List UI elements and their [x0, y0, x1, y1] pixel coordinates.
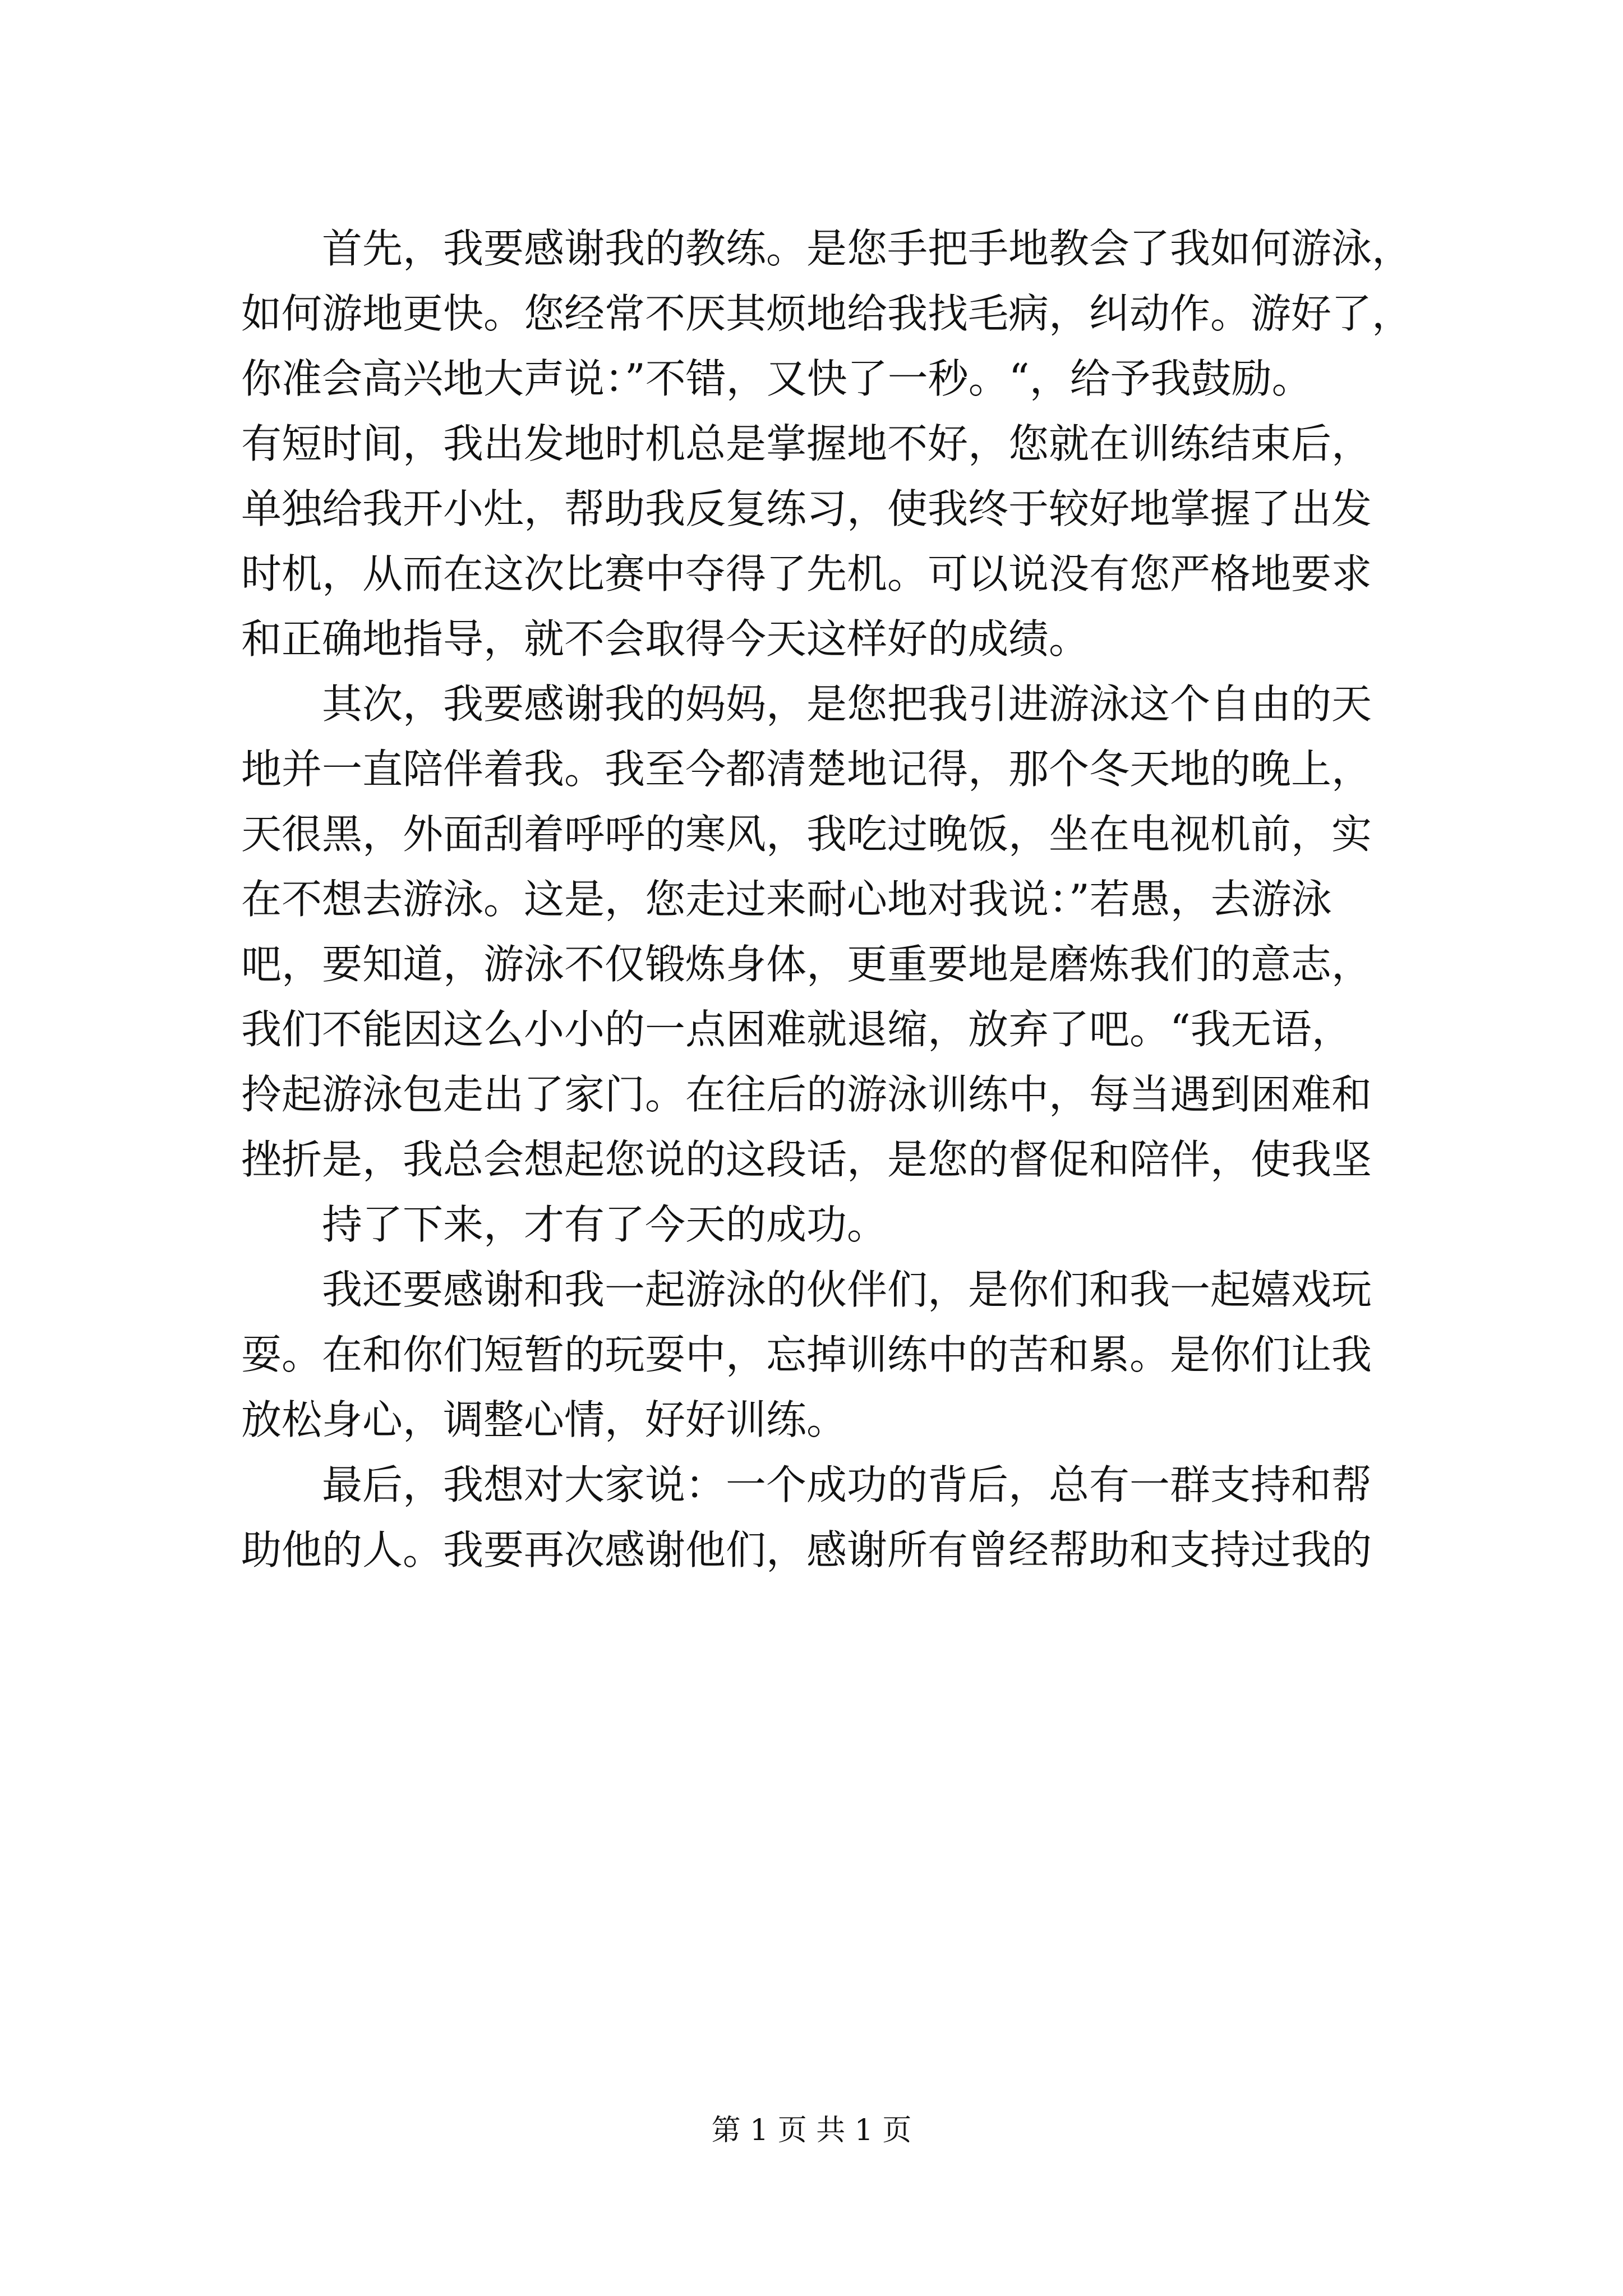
text-line: 助他的人。我要再次感谢他们，感谢所有曾经帮助和支持过我的 — [241, 1526, 1372, 1573]
text-line: 耍。在和你们短暂的玩耍中，忘掉训练中的苦和累。是你们让我 — [241, 1331, 1372, 1378]
text-line: 在不想去游泳。这是，您走过来耐心地对我说：”若愚，去游泳 — [241, 876, 1332, 923]
text-line: 最后，我想对大家说：一个成功的背后，总有一群支持和帮 — [322, 1461, 1372, 1508]
text-line: 持了下来，才有了今天的成功。 — [322, 1201, 888, 1248]
text-line: 拎起游泳包走出了家门。在往后的游泳训练中，每当遇到困难和 — [241, 1071, 1372, 1118]
document-body — [241, 216, 1430, 1582]
paragraph-mother-continued — [241, 1192, 1430, 1257]
page-number-footer: 第 1 页 共 1 页 — [711, 2114, 912, 2147]
text-line: 你准会高兴地大声说：”不错，又快了一秒。“，给予我鼓励。 — [241, 355, 1312, 402]
text-line: 单独给我开小灶，帮助我反复练习，使我终于较好地掌握了出发 — [241, 485, 1372, 532]
paragraph-mother — [241, 671, 1430, 1192]
text-line: 和正确地指导，就不会取得今天这样好的成绩。 — [241, 615, 1090, 662]
text-line: 放松身心，调整心情，好好训练。 — [241, 1396, 847, 1443]
text-line: 我还要感谢和我一起游泳的伙伴们，是你们和我一起嬉戏玩 — [322, 1266, 1372, 1313]
paragraph-coach — [241, 216, 1430, 671]
text-line: 吧，要知道，游泳不仅锻炼身体，更重要地是磨炼我们的意志， — [241, 941, 1372, 988]
paragraph-friends — [241, 1257, 1430, 1452]
text-line: 首先，我要感谢我的教练。是您手把手地教会了我如何游泳， — [322, 225, 1413, 272]
text-line: 地并一直陪伴着我。我至今都清楚地记得，那个冬天地的晚上， — [241, 746, 1372, 793]
text-line: 时机，从而在这次比赛中夺得了先机。可以说没有您严格地要求 — [241, 550, 1372, 597]
text-line: 天很黑，外面刮着呼呼的寒风，我吃过晚饭，坐在电视机前，实 — [241, 811, 1372, 858]
text-line: 有短时间，我出发地时机总是掌握地不好，您就在训练结束后， — [241, 420, 1372, 467]
text-line: 其次，我要感谢我的妈妈，是您把我引进游泳这个自由的天 — [322, 680, 1372, 728]
text-line: 我们不能因这么小小的一点困难就退缩，放弃了吧。“我无语， — [241, 1006, 1352, 1053]
text-line: 挫折是，我总会想起您说的这段话，是您的督促和陪伴，使我坚 — [241, 1136, 1372, 1183]
text-line: 如何游地更快。您经常不厌其烦地给我找毛病，纠动作。游好了， — [241, 290, 1413, 337]
paragraph-closing — [241, 1452, 1430, 1582]
